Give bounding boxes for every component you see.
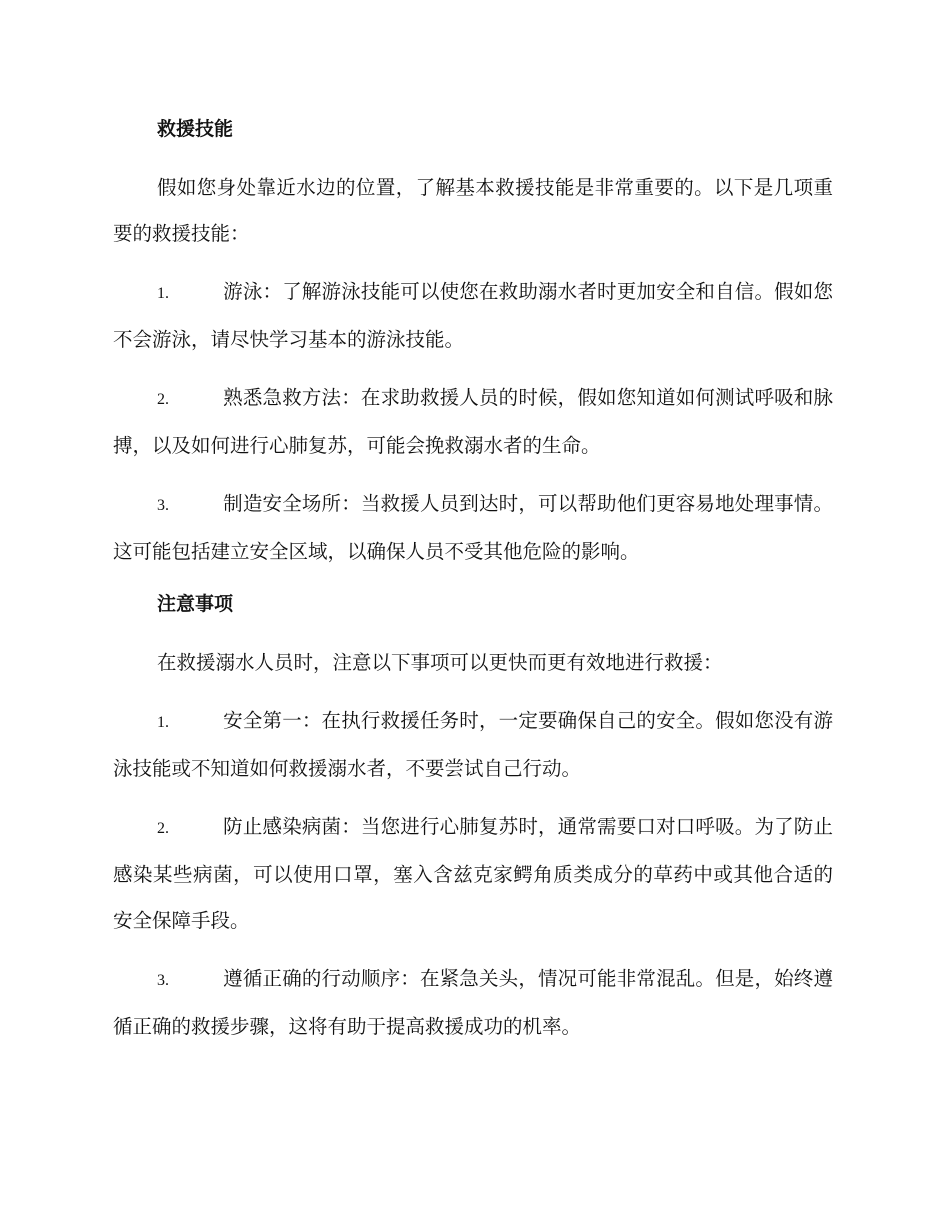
list-item (113, 698, 833, 792)
list-item (113, 481, 833, 575)
list-number: 1. (157, 285, 169, 302)
list-text: 游泳：了解游泳技能可以使您在救助溺水者时更加安全和自信。假如您不会游泳，请尽快学习基本的游泳技能。 (113, 280, 833, 351)
section-intro: 在救援溺水人员时，注意以下事项可以更快而更有效地进行救援： (157, 651, 723, 674)
section-precautions (113, 587, 833, 1050)
list-text: 遵循正确的行动顺序：在紧急关头，情况可能非常混乱。但是，始终遵循正确的救援步骤，这将有助于提高救援成功的机率。 (113, 967, 833, 1038)
list-text: 熟悉急救方法：在求助救援人员的时候，假如您知道如何测试呼吸和脉搏，以及如何进行心肺复苏，可能会挽救溺水者的生命。 (113, 386, 833, 457)
list-item (113, 375, 833, 469)
section-intro: 假如您身处靠近水边的位置，了解基本救援技能是非常重要的。以下是几项重要的救援技能： (113, 176, 833, 245)
list-number: 2. (157, 820, 169, 837)
list-item (113, 269, 833, 363)
section-heading: 注意事项 (157, 593, 234, 615)
section-rescue-skills (113, 112, 833, 575)
list-item (113, 956, 833, 1050)
list-number: 3. (157, 972, 169, 989)
list-text: 制造安全场所：当救援人员到达时，可以帮助他们更容易地处理事情。这可能包括建立安全区域，以确保人员不受其他危险的影响。 (113, 492, 833, 563)
list-number: 2. (157, 391, 169, 408)
list-text: 安全第一：在执行救援任务时，一定要确保自己的安全。假如您没有游泳技能或不知道如何救援溺水者，不要尝试自己行动。 (113, 709, 833, 780)
document-page (113, 112, 833, 1062)
list-text: 防止感染病菌：当您进行心肺复苏时，通常需要口对口呼吸。为了防止感染某些病菌，可以使用口罩，塞入含兹克家鳄角质类成分的草药中或其他合适的安全保障手段。 (113, 815, 833, 932)
section-heading: 救援技能 (157, 118, 234, 140)
list-item (113, 804, 833, 944)
list-number: 3. (157, 497, 169, 514)
list-number: 1. (157, 714, 169, 731)
